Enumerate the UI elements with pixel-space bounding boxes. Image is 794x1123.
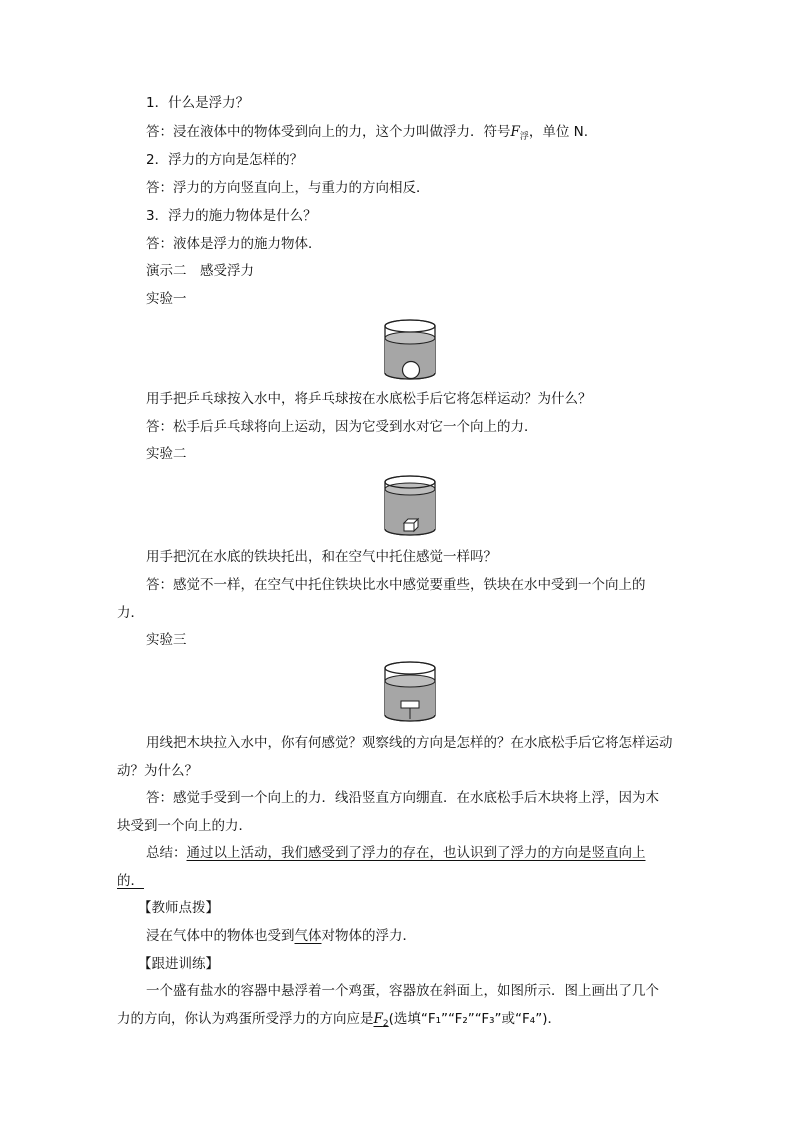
exp3-question-line2: 动？为什么？ bbox=[117, 763, 198, 779]
answer-1-unit: ，单位 N. bbox=[528, 124, 589, 140]
beaker-wood-figure bbox=[382, 655, 438, 729]
exp1-question: 用手把乒乓球按入水中，将乒乓球按在水底松手后它将怎样运动？为什么？ bbox=[146, 391, 592, 407]
question-2: 2．浮力的方向是怎样的？ bbox=[146, 152, 304, 168]
tip-suffix: 对物体的浮力． bbox=[321, 928, 416, 944]
exp2-answer-line2: 力． bbox=[117, 605, 144, 621]
exp2-answer-line1: 答：感觉不一样，在空气中托住铁块比水中感觉要重些，铁块在水中受到一个向上的 bbox=[146, 577, 646, 593]
summary-label: 总结： bbox=[146, 845, 187, 861]
iron-block bbox=[404, 519, 418, 531]
symbol-F: F bbox=[510, 124, 520, 140]
question-1: 1．什么是浮力？ bbox=[146, 95, 250, 111]
symbol-subscript: 浮 bbox=[519, 132, 529, 142]
question-3: 3．浮力的施力物体是什么？ bbox=[146, 208, 317, 224]
answer-1-text: 答：浸在液体中的物体受到向上的力，这个力叫做浮力．符号 bbox=[146, 124, 511, 140]
beaker-pingpong-figure bbox=[382, 313, 438, 387]
exp3-answer-line1: 答：感觉手受到一个向上的力．线沿竖直方向绷直．在水底松手后木块将上浮，因为木 bbox=[146, 790, 659, 806]
exp2-question: 用手把沉在水底的铁块托出，和在空气中托住感觉一样吗？ bbox=[146, 549, 497, 565]
tip-prefix: 浸在气体中的物体也受到 bbox=[146, 928, 295, 944]
exp1-title: 实验一 bbox=[146, 291, 187, 307]
exp3-question-line1: 用线把木块拉入水中，你有何感觉？观察线的方向是怎样的？在水底松手后它将怎样运动 bbox=[146, 735, 673, 751]
practice-heading: 【跟进训练】 bbox=[138, 956, 219, 972]
practice-line2 bbox=[117, 1010, 561, 1033]
teacher-tip-heading: 【教师点拨】 bbox=[138, 900, 219, 916]
exp3-title: 实验三 bbox=[146, 632, 187, 648]
teacher-tip-text bbox=[146, 927, 416, 945]
demo-title: 演示二 感受浮力 bbox=[146, 263, 254, 279]
summary-text-end: 的． bbox=[117, 873, 144, 889]
summary-line2 bbox=[117, 872, 144, 890]
exp1-answer: 答：松手后乒乓球将向上运动，因为它受到水对它一个向上的力． bbox=[146, 419, 538, 435]
answer-2: 答：浮力的方向竖直向上，与重力的方向相反． bbox=[146, 180, 430, 196]
practice-line1: 一个盛有盐水的容器中悬浮着一个鸡蛋，容器放在斜面上，如图所示．图上画出了几个 bbox=[146, 983, 659, 999]
beaker-iron-figure bbox=[382, 469, 438, 543]
practice-prefix: 力的方向，你认为鸡蛋所受浮力的方向应是 bbox=[117, 1011, 374, 1027]
summary-line1 bbox=[146, 844, 646, 862]
pingpong-ball bbox=[403, 362, 420, 379]
exp3-answer-line2: 块受到一个向上的力． bbox=[117, 818, 252, 834]
practice-options: (选填“F₁”“F₂”“F₃”或“F₄”)． bbox=[388, 1011, 561, 1027]
wood-block bbox=[401, 701, 419, 708]
exp2-title: 实验二 bbox=[146, 446, 187, 462]
answer-1 bbox=[146, 123, 588, 146]
tip-blank: 气体 bbox=[294, 928, 322, 944]
answer-3: 答：液体是浮力的施力物体． bbox=[146, 236, 322, 252]
practice-answer: $F_2$ bbox=[373, 1011, 389, 1029]
summary-text: 通过以上活动，我们感受到了浮力的存在，也认识到了浮力的方向是竖直向上 bbox=[186, 845, 646, 861]
